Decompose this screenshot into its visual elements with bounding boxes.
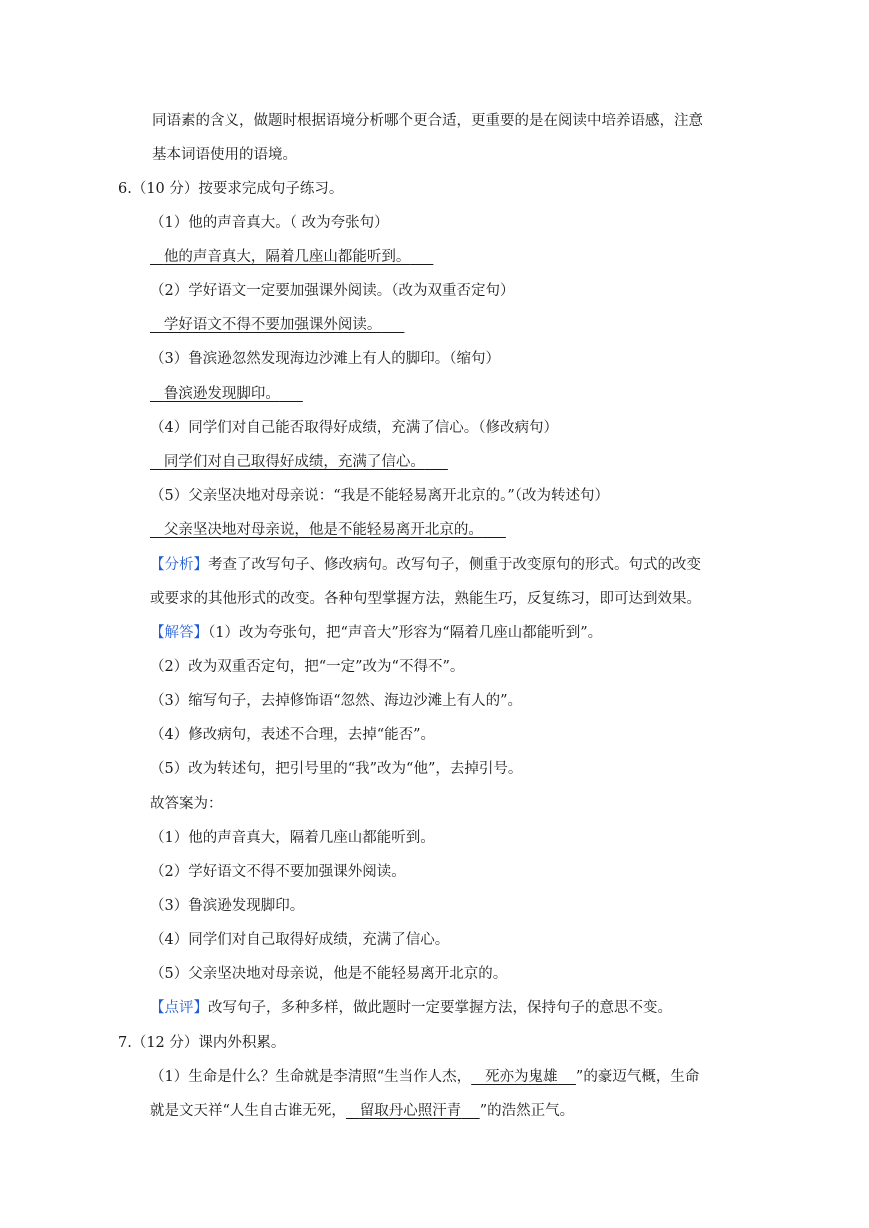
intro-line-2: 基本词语使用的语境。: [152, 147, 297, 163]
final-answer-5: （5）父亲坚决地对母亲说，他是不能轻易离开北京的。: [150, 966, 508, 982]
q7-text: （1）生命是什么？生命就是李清照“生当作人杰，: [150, 1069, 472, 1085]
final-answer-1: （1）他的声音真大，隔着几座山都能听到。: [150, 830, 435, 846]
q6-answer-4: [150, 452, 448, 472]
q7-line-2: [150, 1101, 574, 1121]
answer-text: 同学们对自己取得好成绩，充满了信心。: [163, 454, 425, 470]
q7-line-1: [150, 1067, 699, 1087]
answer-text: 鲁滨逊发现脚印。: [163, 386, 280, 402]
q6-title: 6.（10 分）按要求完成句子练习。: [118, 181, 344, 197]
q6-answer-1: [150, 247, 433, 267]
answer-underline: [150, 249, 433, 265]
q6-prompt-4: （4）同学们对自己能否取得好成绩，充满了信心。（修改病句）: [150, 420, 558, 436]
q6-prompt-3: （3）鲁滨逊忽然发现海边沙滩上有人的脚印。（缩句）: [150, 351, 500, 367]
analysis-text: 考查了改写句子、修改病句。改写句子，侧重于改变原句的形式。句式的改变: [208, 557, 701, 573]
final-answer-4: （4）同学们对自己取得好成绩，充满了信心。: [150, 932, 450, 948]
answer-text: 他的声音真大，隔着几座山都能听到。: [163, 249, 411, 265]
analysis-tag: 【分析】: [150, 557, 208, 573]
solution-line-4: （4）修改病句，表述不合理，去掉“能否”。: [150, 727, 436, 743]
comment-line: [150, 998, 672, 1018]
q6-prompt-1: （1）他的声音真大。（ 改为夸张句）: [150, 215, 389, 231]
comment-text: 改写句子，多种多样，做此题时一定要掌握方法，保持句子的意思不变。: [208, 1000, 672, 1016]
analysis-line-1: [150, 555, 701, 575]
q7-title: 7.（12 分）课内外积累。: [118, 1035, 286, 1051]
q7-text: 就是文天祥“人生自古谁无死，: [150, 1103, 346, 1119]
q6-answer-2: [150, 315, 404, 335]
q6-answer-3: [150, 384, 303, 404]
solution-line-3: （3）缩写句子，去掉修饰语“忽然、海边沙滩上有人的”。: [150, 693, 523, 709]
solution-line-5: （5）改为转述句，把引号里的“我”改为“他”，去掉引号。: [150, 761, 523, 777]
solution-line-1: [150, 623, 602, 643]
solution-line-2: （2）改为双重否定句，把“一定”改为“不得不”。: [150, 659, 465, 675]
comment-tag: 【点评】: [150, 1000, 208, 1016]
answer-underline: [150, 317, 404, 333]
q7-text: ”的豪迈气概，生命: [575, 1069, 700, 1085]
q6-prompt-2: （2）学好语文一定要加强课外阅读。（改为双重否定句）: [150, 283, 515, 299]
intro-line-1: 同语素的含义，做题时根据语境分析哪个更合适，更重要的是在阅读中培养语感，注意: [152, 113, 703, 129]
fill-blank-1: [471, 1069, 576, 1085]
fill-blank-2: [346, 1103, 480, 1119]
final-answer-3: （3）鲁滨逊发现脚印。: [150, 898, 305, 914]
q6-answer-5: [150, 520, 506, 540]
answer-underline: [150, 454, 448, 470]
q7-text: ”的浩然正气。: [479, 1103, 575, 1119]
final-answer-2: （2）学好语文不得不要加强课外阅读。: [150, 864, 406, 880]
solution-text: （1）改为夸张句，把“声音大”形容为“隔着几座山都能听到”。: [208, 625, 603, 641]
answer-underline: [150, 386, 303, 402]
answer-text: 父亲坚决地对母亲说，他是不能轻易离开北京的。: [163, 522, 483, 538]
analysis-line-2: 或要求的其他形式的改变。各种句型掌握方法，熟能生巧，反复练习，即可达到效果。: [150, 591, 701, 607]
answer-heading: 故答案为：: [150, 796, 223, 812]
q6-prompt-5: （5）父亲坚决地对母亲说：“我是不能轻易离开北京的。”（改为转述句）: [150, 488, 610, 504]
solution-tag: 【解答】: [150, 625, 208, 641]
answer-underline: [150, 522, 506, 538]
blank-answer: 留取丹心照汗青: [359, 1103, 462, 1119]
blank-answer: 死亦为鬼雄: [484, 1069, 558, 1085]
answer-text: 学好语文不得不要加强课外阅读。: [163, 317, 382, 333]
